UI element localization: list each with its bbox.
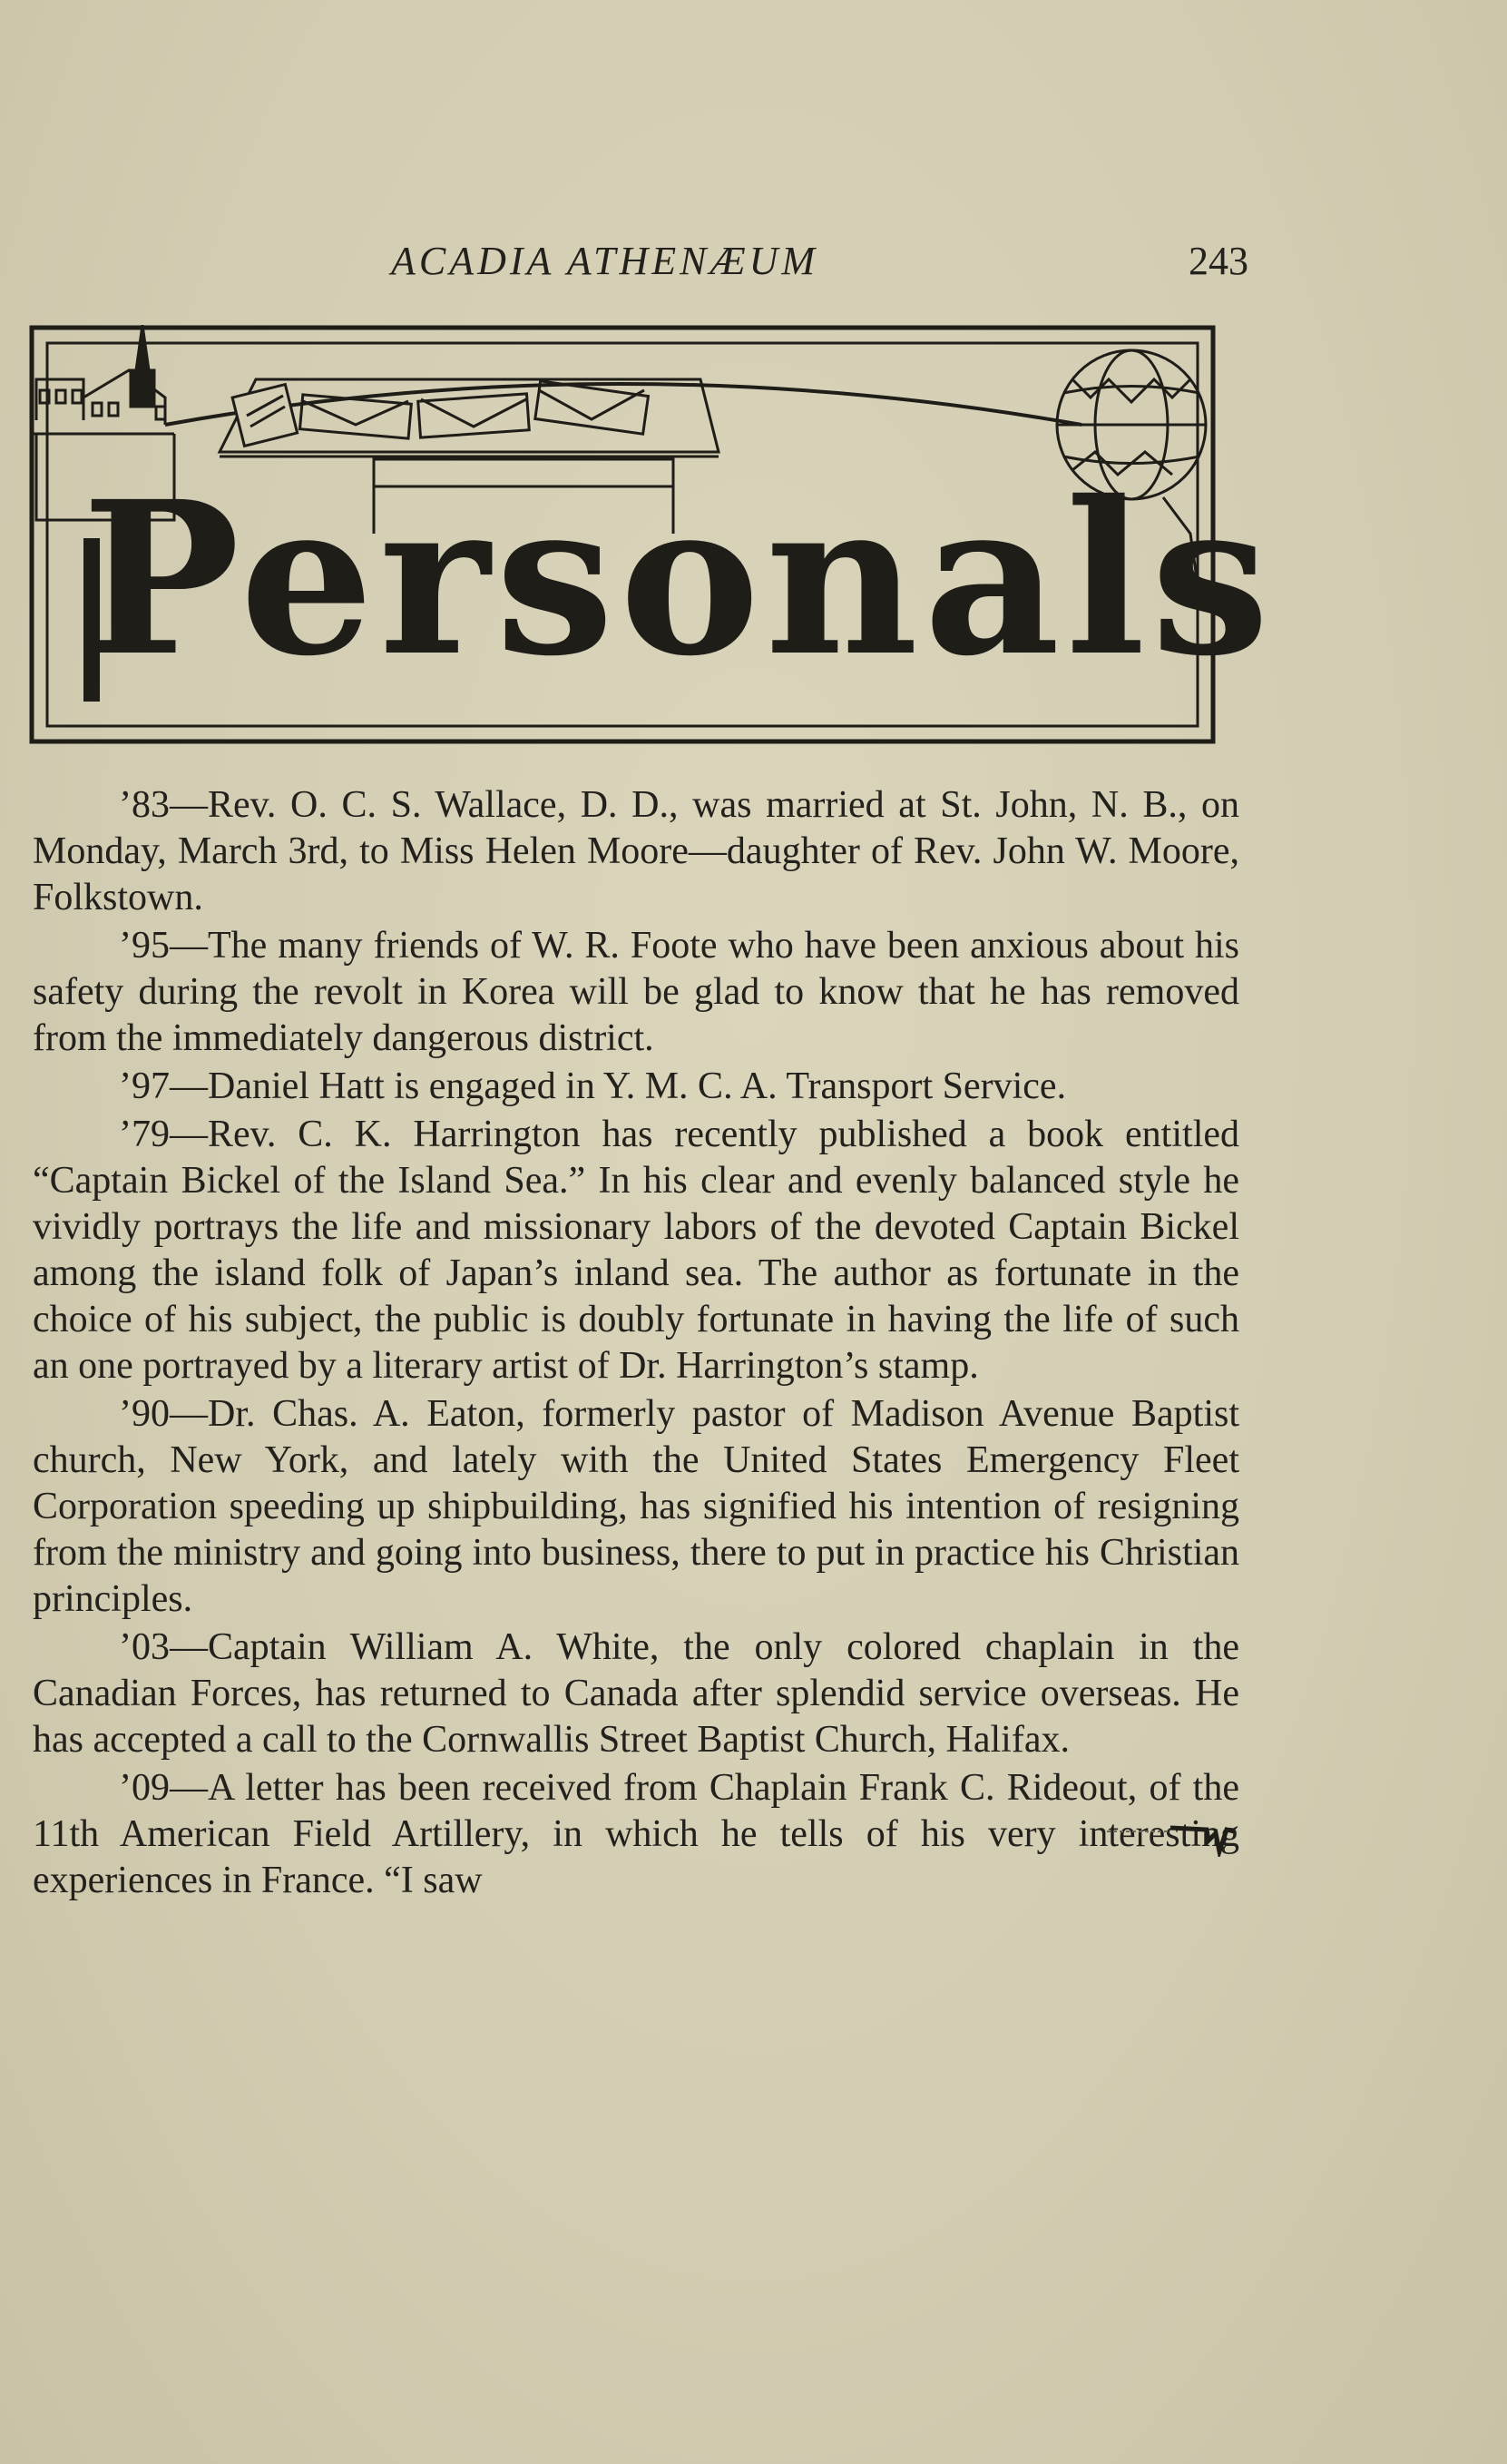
personal-entry-83: ’83—Rev. O. C. S. Wallace, D. D., was married at St. John, N. B., on Monday, March 3rd, to Miss Helen Moore—daughter of Rev. John W. Moore, Folkstown. xyxy=(33,784,1239,918)
personal-entry-90: ’90—Dr. Chas. A. Eaton, formerly pastor of Madison Avenue Baptist church, New York, and lately with the United States Emergency Fleet Corporation speeding up shipbuilding, has signified his intention of resigning from the ministry and going into business, there to put in practice his Christian principles. xyxy=(33,1393,1239,1620)
personals-banner xyxy=(29,325,1276,744)
personal-entry-97: ’97—Daniel Hatt is engaged in Y. M. C. A. Transport Service. xyxy=(119,1065,1067,1107)
personal-entry-95: ’95—The many friends of W. R. Foote who have been anxious about his safety during the revolt in Korea will be glad to know that he has removed from the immediately dangerous district. xyxy=(33,925,1239,1059)
personal-entry-79: ’79—Rev. C. K. Harrington has recently published a book entitled “Captain Bickel of the Island Sea.” In his clear and evenly balanced style he vividly portrays the life and missionary labors of the devoted Captain Bickel among the island folk of Japan’s inland sea. The author as fortunate in the choice of his subject, the public is doubly fortunate in having the life of such an one portrayed by a literary artist of Dr. Harrington’s stamp. xyxy=(33,1114,1239,1387)
banner-title xyxy=(82,455,1276,702)
personal-entry-03: ’03—Captain William A. White, the only colored chaplain in the Canadian Forces, has returned to Canada after splendid service overseas. He has accepted a call to the Cornwallis Street Baptist Church, Halifax. xyxy=(33,1626,1239,1761)
page-number: 243 xyxy=(1189,239,1248,283)
banner-title-text: Personals xyxy=(82,455,1276,702)
running-head xyxy=(33,238,1248,292)
personal-entry-09: ’09—A letter has been received from Chaplain Frank C. Rideout, of the 11th American Field Artillery, in which he tells of his very interesting experiences in France. “I saw xyxy=(33,1767,1239,1901)
printer-ornament-icon xyxy=(1107,1821,1234,1857)
journal-title: ACADIA ATHENÆUM xyxy=(391,239,819,283)
personals-column xyxy=(33,782,1239,1906)
